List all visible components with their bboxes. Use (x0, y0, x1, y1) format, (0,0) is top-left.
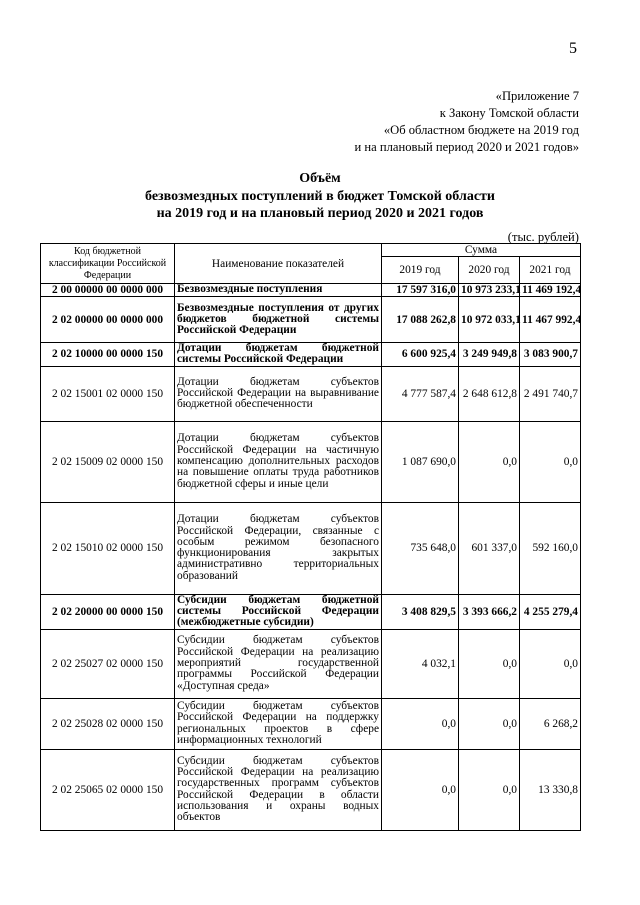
row-code-cell: 2 02 15001 02 0000 150 (41, 366, 175, 421)
row-code-cell: 2 02 15009 02 0000 150 (41, 421, 175, 502)
row-value-2020: 0,0 (459, 698, 520, 749)
header-2020: 2020 год (459, 257, 520, 284)
row-code-cell: 2 02 15010 02 0000 150 (41, 502, 175, 594)
row-value-2021: 592 160,0 (520, 502, 581, 594)
row-value-2019: 17 597 316,0 (382, 284, 459, 297)
title-line: безвозмездных поступлений в бюджет Томской области (145, 188, 495, 204)
row-value-2020: 0,0 (459, 749, 520, 830)
row-code-cell: 2 00 00000 00 0000 000 (41, 284, 175, 297)
row-value-2019: 6 600 925,4 (382, 343, 459, 367)
row-value-2020: 0,0 (459, 421, 520, 502)
title-line: на 2019 год и на плановый период 2020 и 2021 годов (156, 206, 484, 221)
row-value-2021: 2 491 740,7 (520, 366, 581, 421)
row-value-2020: 2 648 612,8 (459, 366, 520, 421)
row-value-2019: 17 088 262,8 (382, 297, 459, 343)
row-code-cell: 2 02 25065 02 0000 150 (41, 749, 175, 830)
row-value-2020: 0,0 (459, 629, 520, 698)
units-label: (тыс. рублей) (507, 230, 579, 244)
row-name-cell: Дотации бюджетам бюджетной системы Российской Федерации (175, 343, 382, 367)
row-value-2021: 3 083 900,7 (520, 343, 581, 367)
row-name-cell: Безвозмездные поступления от других бюджетов бюджетной системы Российской Федерации (175, 297, 382, 343)
header-2019: 2019 год (382, 257, 459, 284)
header-code: Код бюджетной классификации Российской Федерации (41, 244, 175, 284)
row-code-cell: 2 02 25028 02 0000 150 (41, 698, 175, 749)
table-row (41, 502, 581, 594)
row-value-2019: 4 032,1 (382, 629, 459, 698)
row-code-cell: 2 02 20000 00 0000 150 (41, 594, 175, 629)
page-number: 5 (569, 40, 577, 57)
appendix-line: и на плановый период 2020 и 2021 годов» (354, 140, 579, 154)
row-name-cell: Дотации бюджетам субъектов Российской Федерации на частичную компенсацию дополнительных расходов на повышение оплаты труда работников бюджетной сферы и иные цели (175, 421, 382, 502)
row-code-cell: 2 02 10000 00 0000 150 (41, 343, 175, 367)
table-row (41, 594, 581, 629)
table-row (41, 284, 581, 297)
row-value-2019: 0,0 (382, 749, 459, 830)
appendix-line: «Об областном бюджете на 2019 год (383, 123, 579, 137)
title-line: Объём (299, 171, 341, 186)
document-title (40, 170, 600, 223)
row-value-2019: 4 777 587,4 (382, 366, 459, 421)
row-value-2020: 3 249 949,8 (459, 343, 520, 367)
row-name-cell: Субсидии бюджетам субъектов Российской Федерации на реализацию мероприятий государственной программы Российской Федерации «Доступная среда» (175, 629, 382, 698)
appendix-line: к Закону Томской области (439, 106, 579, 120)
row-value-2021: 13 330,8 (520, 749, 581, 830)
row-value-2021: 11 469 192,4 (520, 284, 581, 297)
row-value-2021: 11 467 992,4 (520, 297, 581, 343)
row-name-cell: Безвозмездные поступления (175, 284, 382, 297)
appendix-header (219, 88, 579, 156)
table-row (41, 343, 581, 367)
row-code-cell: 2 02 00000 00 0000 000 (41, 297, 175, 343)
table-row (41, 698, 581, 749)
row-name-cell: Субсидии бюджетам субъектов Российской Федерации на реализацию государственных программ субъектов Российской Федерации в области использования и охраны водных объектов (175, 749, 382, 830)
row-code-cell: 2 02 25027 02 0000 150 (41, 629, 175, 698)
appendix-line: «Приложение 7 (495, 89, 579, 103)
row-name-cell: Субсидии бюджетам субъектов Российской Федерации на поддержку региональных проектов в сфере информационных технологий (175, 698, 382, 749)
row-value-2021: 0,0 (520, 629, 581, 698)
table-row (41, 297, 581, 343)
row-name-cell: Дотации бюджетам субъектов Российской Федерации на выравнивание бюджетной обеспеченности (175, 366, 382, 421)
row-value-2019: 1 087 690,0 (382, 421, 459, 502)
row-name-cell: Дотации бюджетам субъектов Российской Федерации, связанные с особым режимом безопасного функционирования закрытых административно территориальных образований (175, 502, 382, 594)
header-2021: 2021 год (520, 257, 581, 284)
row-value-2020: 10 972 033,1 (459, 297, 520, 343)
row-value-2021: 0,0 (520, 421, 581, 502)
row-name-cell: Субсидии бюджетам бюджетной системы Российской Федерации (межбюджетные субсидии) (175, 594, 382, 629)
row-value-2019: 3 408 829,5 (382, 594, 459, 629)
table-body (41, 284, 581, 831)
budget-table (40, 243, 581, 831)
row-value-2021: 4 255 279,4 (520, 594, 581, 629)
row-value-2020: 3 393 666,2 (459, 594, 520, 629)
table-row (41, 421, 581, 502)
row-value-2019: 0,0 (382, 698, 459, 749)
table-row (41, 749, 581, 830)
row-value-2020: 601 337,0 (459, 502, 520, 594)
header-name: Наименование показателей (175, 244, 382, 284)
table-row (41, 366, 581, 421)
row-value-2019: 735 648,0 (382, 502, 459, 594)
table-row (41, 629, 581, 698)
header-sum: Сумма (382, 244, 581, 257)
row-value-2020: 10 973 233,1 (459, 284, 520, 297)
row-value-2021: 6 268,2 (520, 698, 581, 749)
